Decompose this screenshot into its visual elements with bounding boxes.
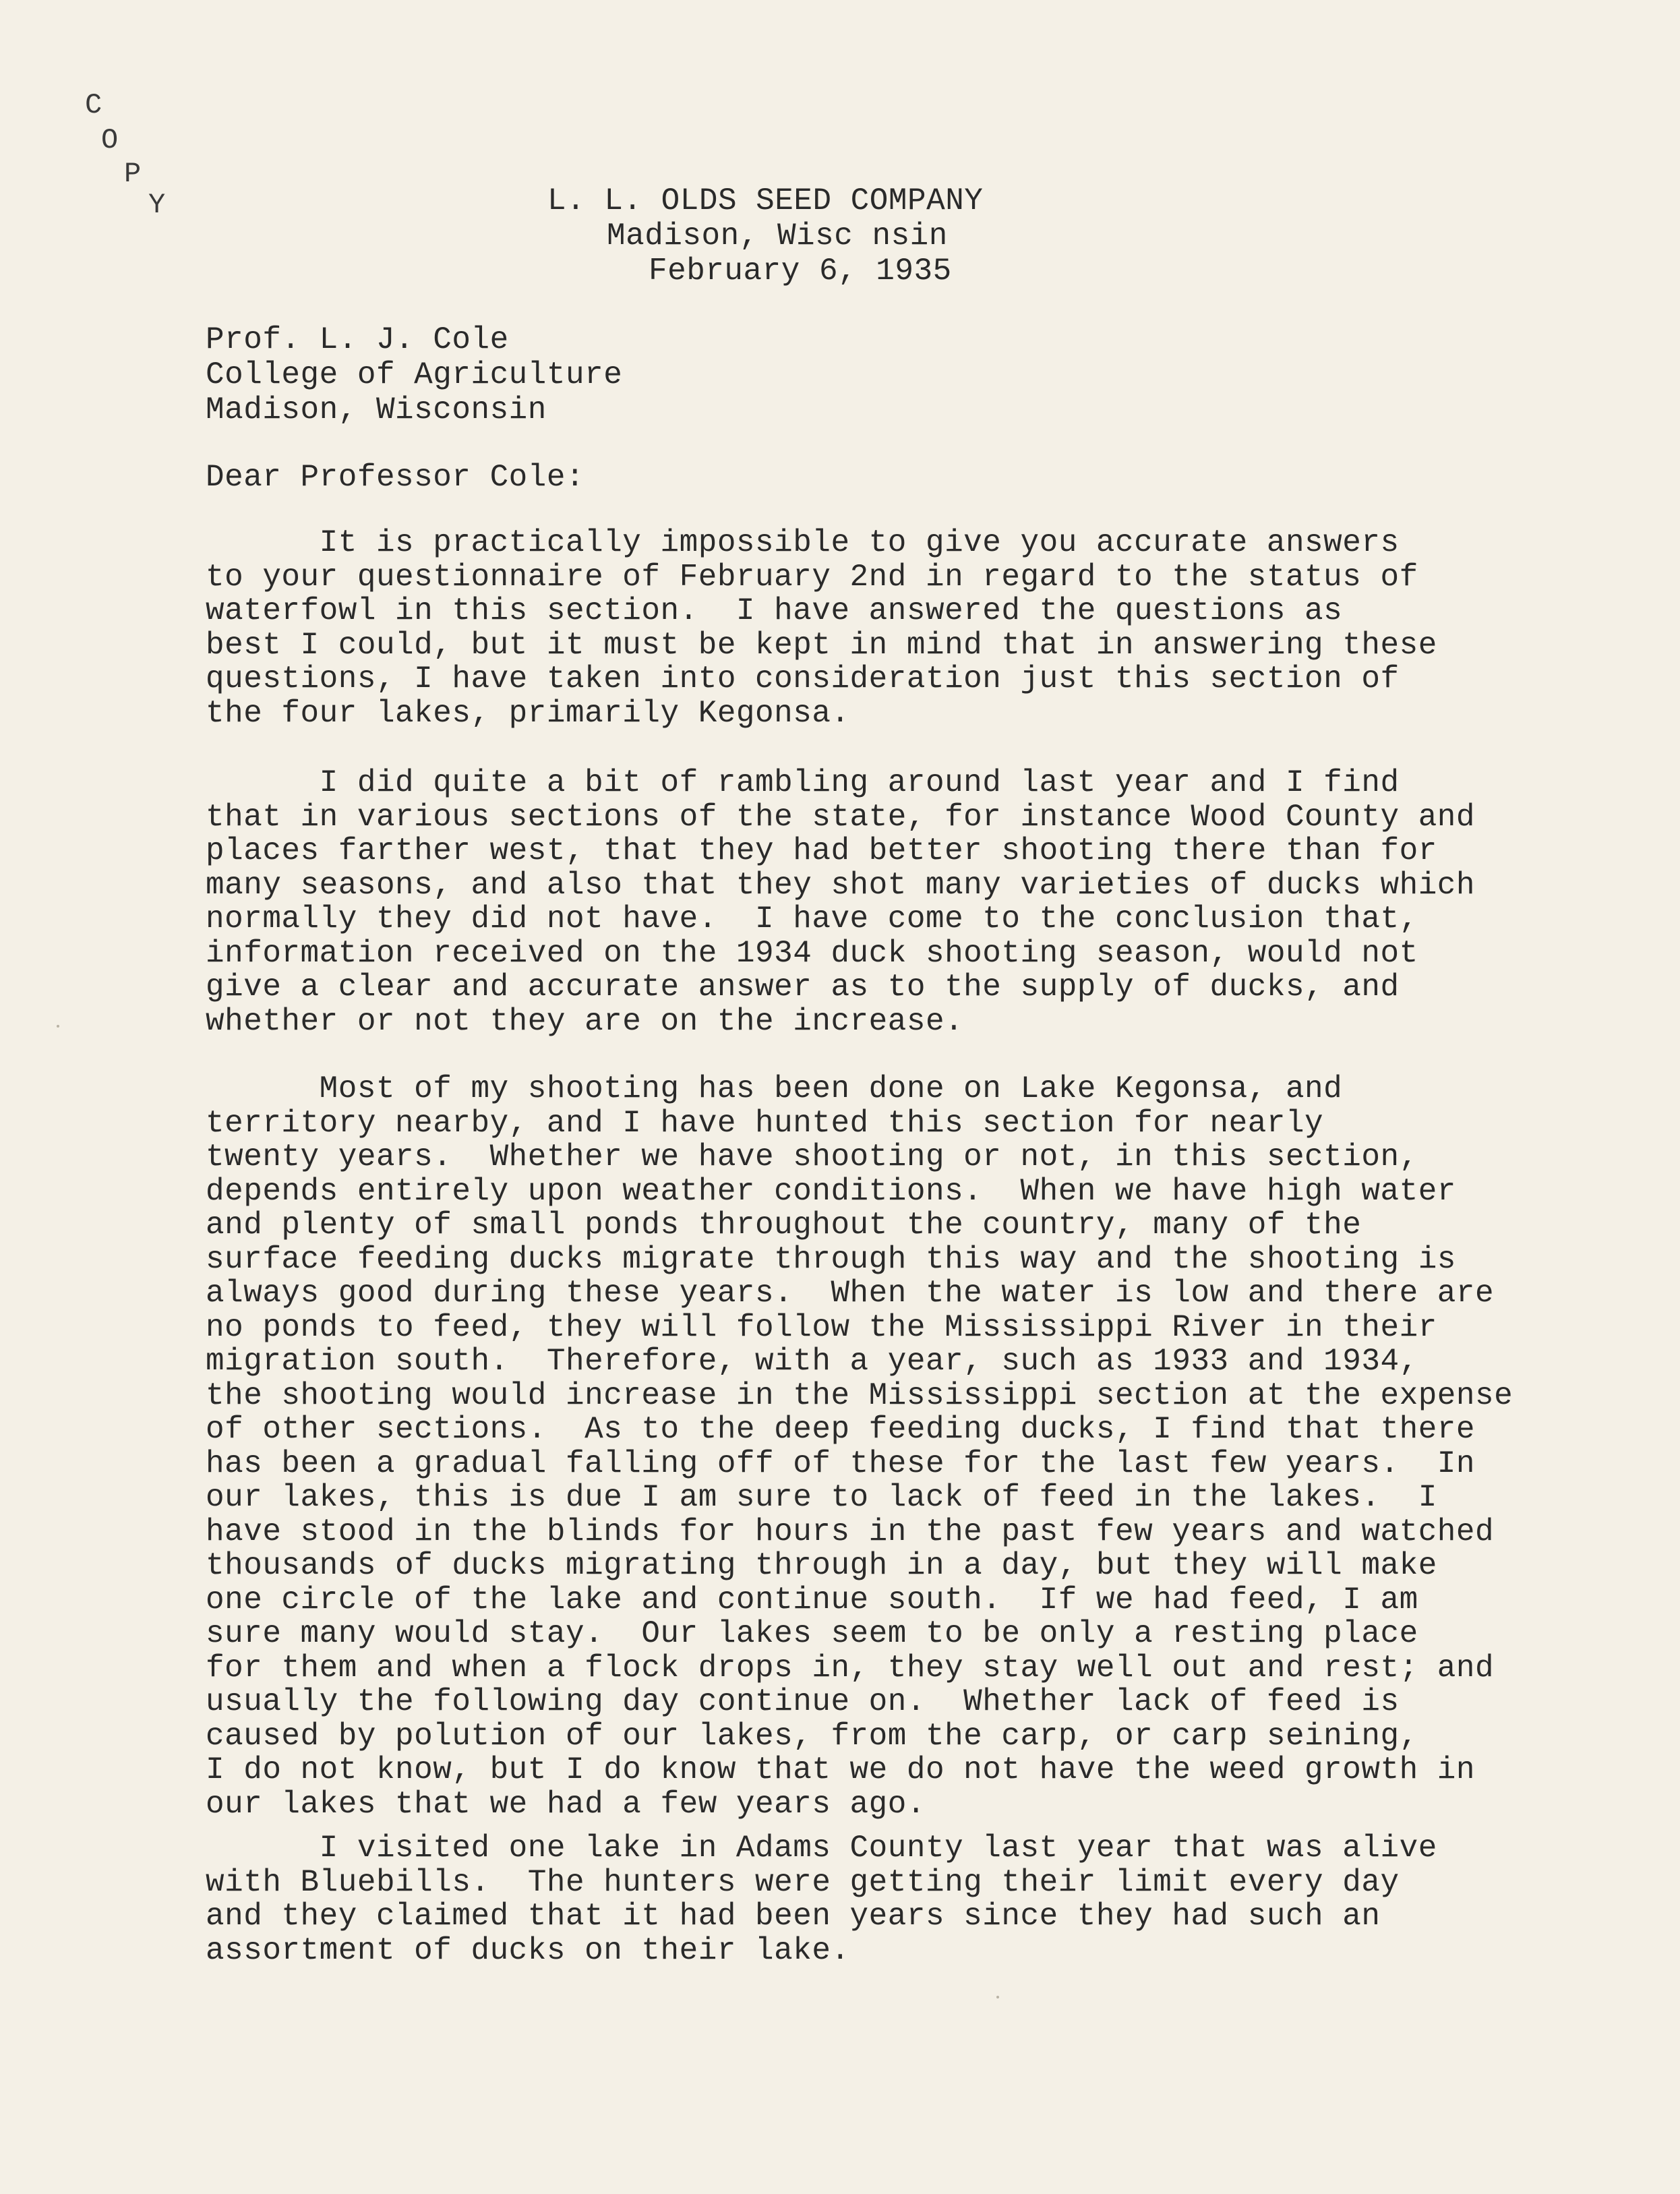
text-line: caused by polution of our lakes, from the carp, or carp seining,: [206, 1718, 1418, 1754]
text-line: for them and when a flock drops in, they stay well out and rest; and: [206, 1650, 1495, 1686]
text-line: whether or not they are on the increase.: [206, 1003, 964, 1039]
letter-date: February 6, 1935: [649, 254, 952, 289]
text-line: territory nearby, and I have hunted this section for nearly: [206, 1105, 1324, 1141]
text-line: no ponds to feed, they will follow the Mississippi River in their: [206, 1309, 1437, 1345]
text-line: that in various sections of the state, for instance Wood County and: [206, 799, 1476, 835]
text-line: I did quite a bit of rambling around last year and I find: [206, 765, 1400, 800]
text-line: questions, I have taken into consideration just this section of: [206, 661, 1400, 696]
text-line: places farther west, that they had better shooting there than for: [206, 833, 1437, 868]
paragraph-4: [206, 1831, 1437, 1967]
text-line: of other sections. As to the deep feeding ducks, I find that there: [206, 1412, 1476, 1447]
recipient-institution: College of Agriculture: [206, 357, 623, 392]
text-line: the shooting would increase in the Mississippi section at the expense: [206, 1377, 1513, 1413]
text-line: surface feeding ducks migrate through this way and the shooting is: [206, 1241, 1456, 1277]
paper-speck: [996, 1996, 999, 1998]
text-line: I do not know, but I do know that we do not have the weed growth in: [206, 1752, 1476, 1787]
text-line: to your questionnaire of February 2nd in regard to the status of: [206, 559, 1418, 595]
text-line: assortment of ducks on their lake.: [206, 1932, 850, 1968]
paragraph-3: [206, 1072, 1513, 1821]
text-line: usually the following day continue on. Whether lack of feed is: [206, 1684, 1400, 1719]
text-line: many seasons, and also that they shot many varieties of ducks which: [206, 867, 1476, 903]
text-line: sure many would stay. Our lakes seem to be only a resting place: [206, 1616, 1418, 1651]
text-line: the four lakes, primarily Kegonsa.: [206, 695, 850, 731]
text-line: depends entirely upon weather conditions. When we have high water: [206, 1173, 1456, 1209]
text-line: I visited one lake in Adams County last year that was alive: [206, 1831, 1437, 1866]
text-line: has been a gradual falling off of these for the last few years. In: [206, 1446, 1476, 1481]
text-line: have stood in the blinds for hours in the past few years and watched: [206, 1514, 1495, 1549]
text-line: give a clear and accurate answer as to the supply of ducks, and: [206, 970, 1400, 1005]
text-line: with Bluebills. The hunters were getting their limit every day: [206, 1864, 1400, 1900]
text-line: twenty years. Whether we have shooting or not, in this section,: [206, 1139, 1418, 1175]
text-line: one circle of the lake and continue south. If we had feed, I am: [206, 1582, 1418, 1618]
company-city: Madison, Wisc nsin: [607, 218, 948, 254]
copy-letter: O: [101, 124, 119, 156]
text-line: It is practically impossible to give you accurate answers: [206, 525, 1400, 560]
paragraph-2: [206, 766, 1475, 1038]
text-line: migration south. Therefore, with a year, such as 1933 and 1934,: [206, 1344, 1418, 1379]
copy-letter: P: [124, 158, 142, 190]
paragraph-1: [206, 526, 1437, 730]
text-line: best I could, but it must be kept in mind that in answering these: [206, 627, 1437, 663]
text-line: and plenty of small ponds throughout the country, many of the: [206, 1208, 1362, 1243]
text-line: our lakes that we had a few years ago.: [206, 1786, 926, 1822]
recipient-city: Madison, Wisconsin: [206, 392, 547, 427]
text-line: waterfowl in this section. I have answered the questions as: [206, 593, 1343, 628]
text-line: always good during these years. When the water is low and there are: [206, 1276, 1495, 1311]
text-line: and they claimed that it had been years since they had such an: [206, 1899, 1381, 1934]
paper-speck: [57, 1025, 59, 1028]
text-line: thousands of ducks migrating through in a day, but they will make: [206, 1548, 1437, 1583]
text-line: normally they did not have. I have come to the conclusion that,: [206, 901, 1418, 937]
salutation: Dear Professor Cole:: [206, 460, 585, 495]
copy-letter: C: [85, 89, 102, 121]
company-name: L. L. OLDS SEED COMPANY: [547, 183, 984, 218]
text-line: our lakes, this is due I am sure to lack of feed in the lakes. I: [206, 1480, 1437, 1515]
text-line: Most of my shooting has been done on Lake Kegonsa, and: [206, 1071, 1343, 1106]
text-line: information received on the 1934 duck shooting season, would not: [206, 935, 1418, 971]
copy-letter: Y: [148, 189, 166, 221]
recipient-name: Prof. L. J. Cole: [206, 322, 509, 357]
recipient-address: [206, 322, 622, 427]
